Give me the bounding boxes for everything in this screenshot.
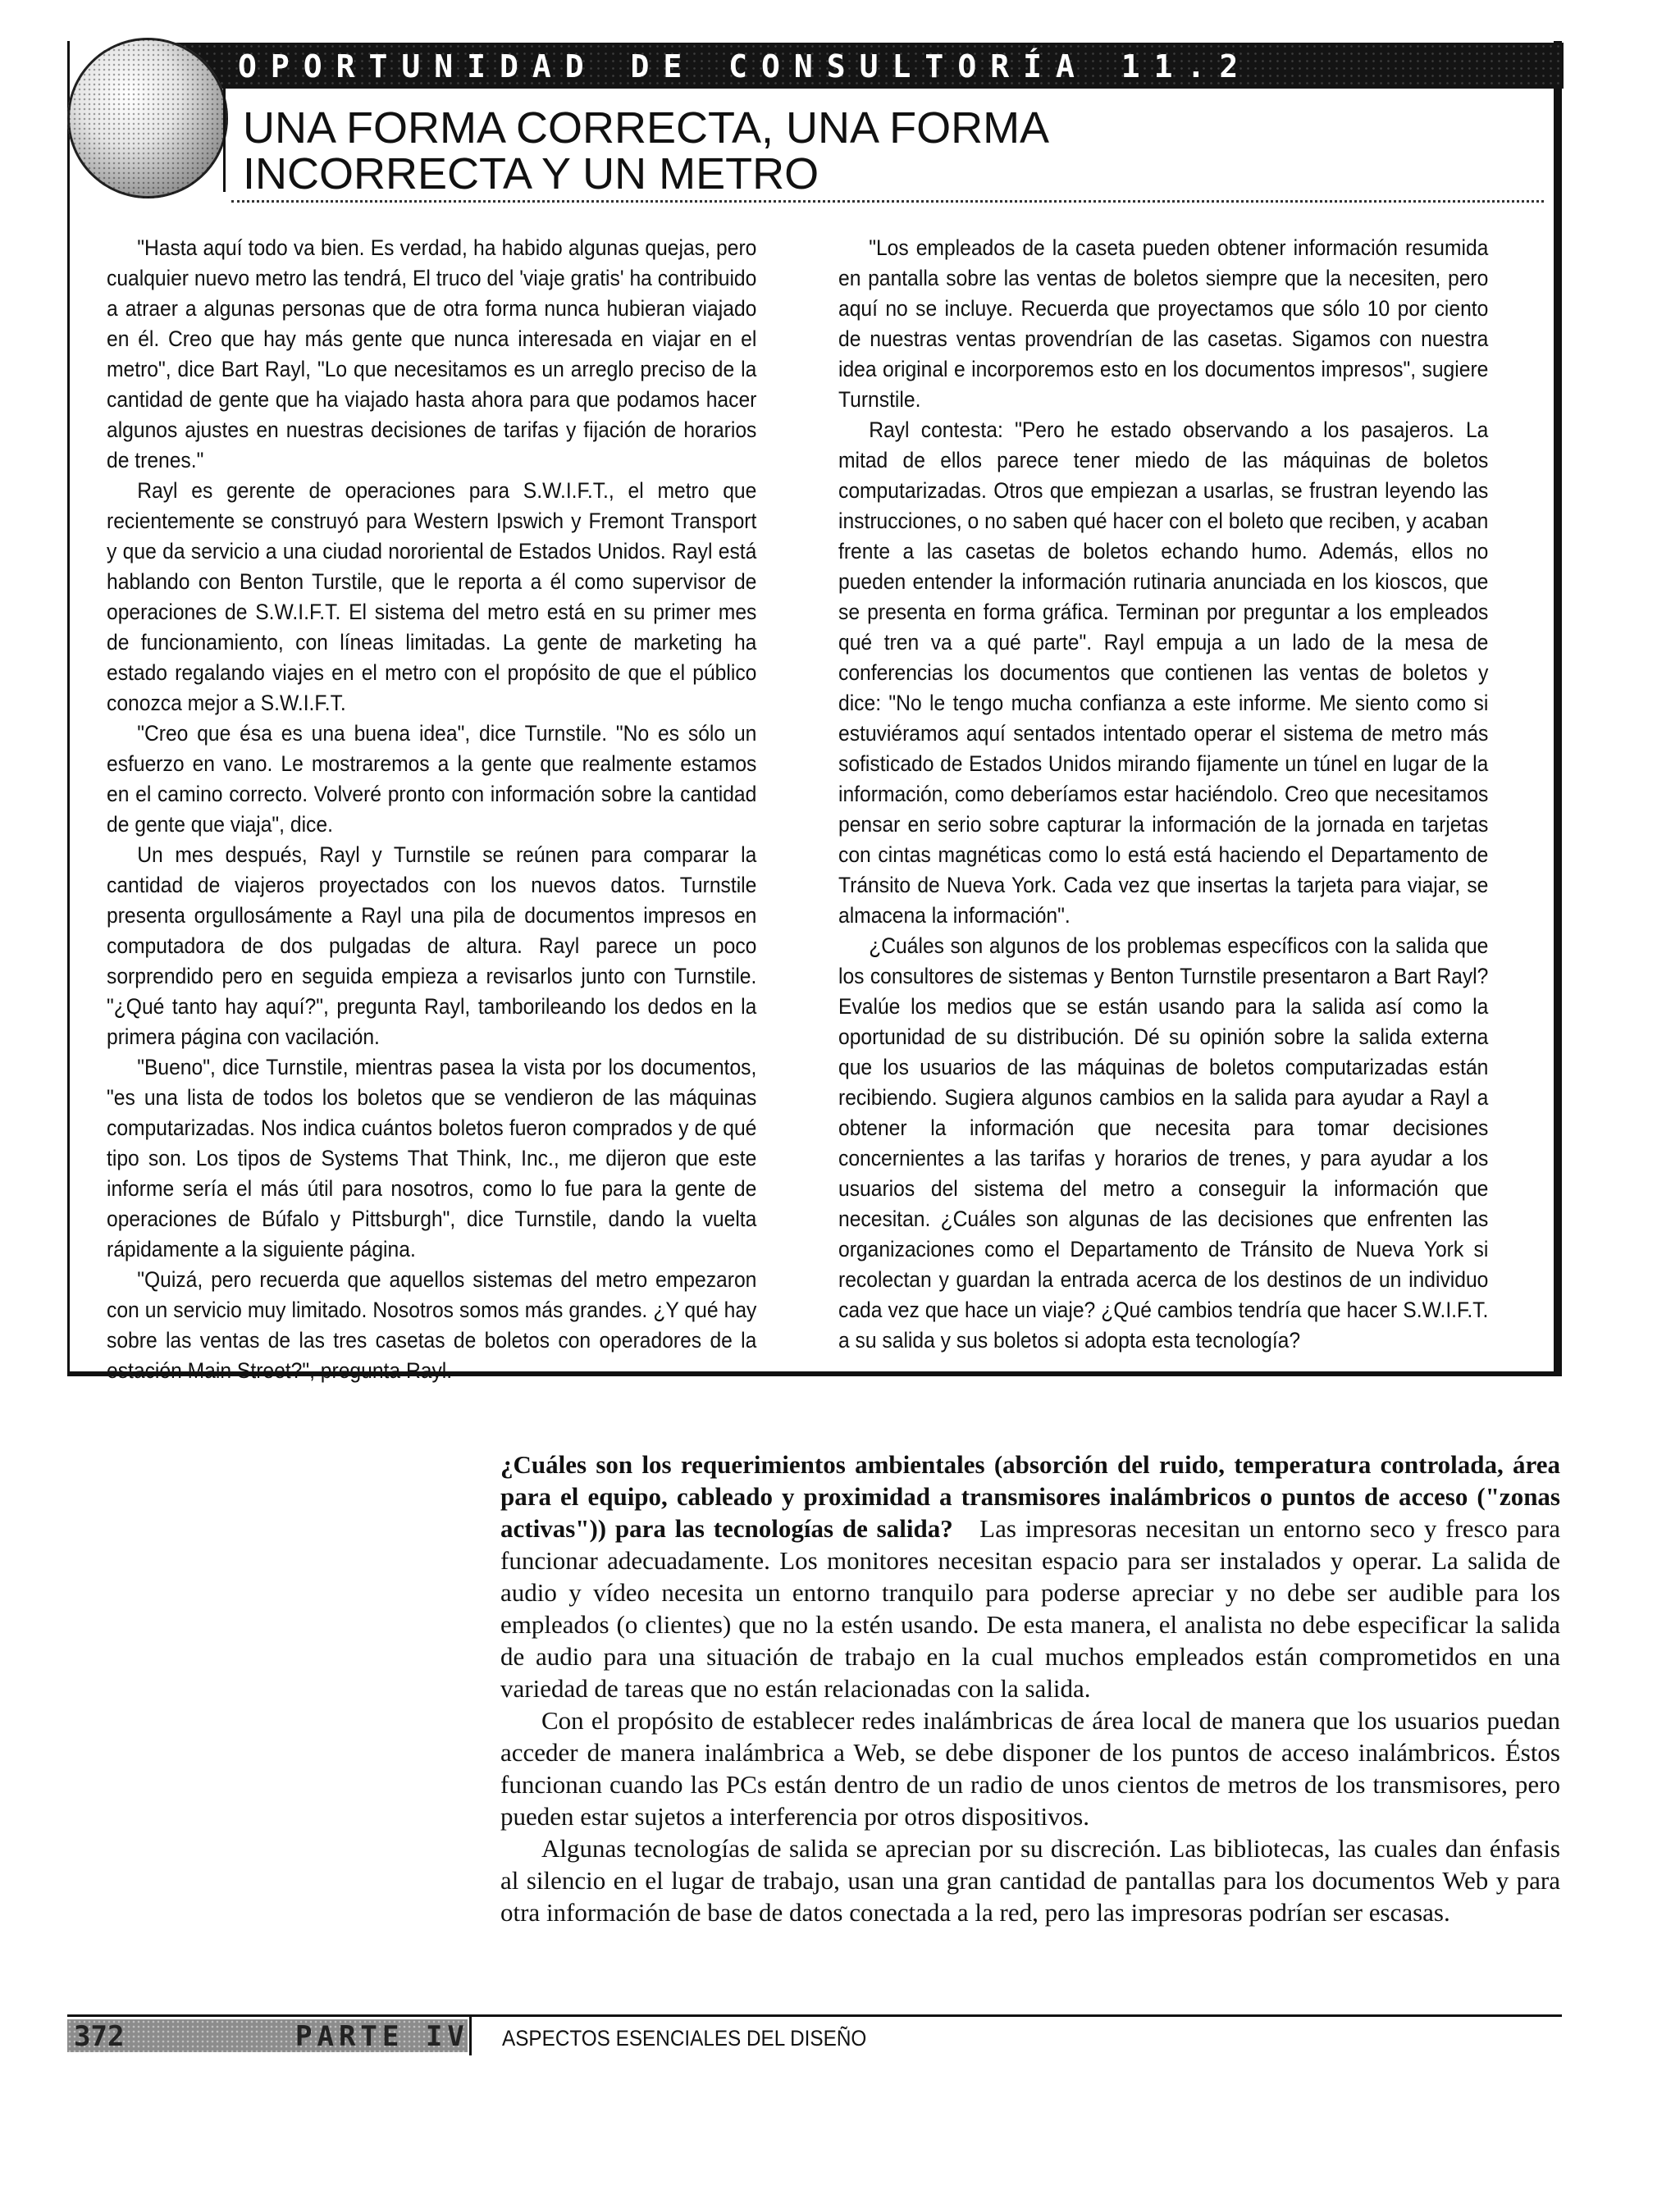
box-title	[243, 105, 1391, 197]
box-title-line1: UNA FORMA CORRECTA, UNA FORMA	[243, 103, 1050, 153]
box-paragraph: "Quizá, pero recuerda que aquellos sistemas del metro empezaron con un servicio muy limitado. Nosotros somos más grandes. ¿Y qué hay sobre las ventas de las tres casetas de boletos con operadores de la estación Main Street?", pregunta Rayl.	[107, 1267, 757, 1383]
box-paragraph: ¿Cuáles son algunos de los problemas específicos con la salida que los consultores de sistemas y Benton Turnstile presentaron a Bart Rayl? Evalúe los medios que se están usando para la salida así como la oportunidad de su distribución. Dé su opinión sobre la salida externa que los usuarios de las máquinas de boletos computarizadas están recibiendo. Sugiera algunos cambios en la salida para ayudar a Rayl a obtener la información que necesita para tomar decisiones concernientes a las tarifas y horarios de trenes, y para ayudar a los usuarios del sistema del metro a conseguir la información que necesitan. ¿Cuáles son algunas de las decisiones que enfrenten las organizaciones como el Departamento de Tránsito de Nueva York si recolectan y guardan la entrada acerca de los destinos de un individuo cada vez que hace un viaje? ¿Qué cambios tendría que hacer S.W.I.F.T. a su salida y sus boletos si adopta esta tecnología?	[838, 933, 1489, 1353]
page-number: 372	[74, 2020, 125, 2053]
box-title-line2: INCORRECTA Y UN METRO	[243, 149, 819, 198]
footer-separator	[469, 2014, 472, 2055]
part-label: PARTE IV	[295, 2020, 469, 2053]
box-paragraph: Rayl contesta: "Pero he estado observando a los pasajeros. La mitad de ellos parece tener miedo de las máquinas de boletos computarizadas. Otros que empiezan a usarlas, se frustran leyendo las instrucciones, o no saben qué hacer con el boleto que reciben, y acaban frente a las casetas de boletos echando humo. Además, ellos no pueden entender la información rutinaria anunciada en los kioscos, que se presenta en forma gráfica. Terminan por preguntar a los empleados qué tren va a qué parte". Rayl empuja a un lado de la mesa de conferencias los documentos que contienen las ventas de boletos y dice: "No le tengo mucha confianza a este informe. Me siento como si estuviéramos aquí sentados intentado operar el sistema de metro más sofisticado de Estados Unidos mirando fijamente un túnel en lugar de la información, como deberíamos estar haciéndolo. Creo que necesitamos pensar en serio sobre capturar la información de la jornada en tarjetas con cintas magnéticas como lo está está haciendo el Departamento de Tránsito de Nueva York. Cada vez que insertas la tarjeta para viajar, se almacena la información".	[838, 417, 1489, 928]
box-paragraph: "Hasta aquí todo va bien. Es verdad, ha habido algunas quejas, pero cualquier nuevo metro las tendrá, El truco del 'viaje gratis' ha contribuido a atraer a algunas personas que de otra forma nunca hubieran viajado en él. Creo que hay más gente que nunca interesada en viajar en el metro", dice Bart Rayl, "Lo que necesitamos es un arreglo preciso de la cantidad de gente que ha viajado hasta ahora para que podamos hacer algunos ajustes en nuestras decisiones de tarifas y fijación de horarios de trenes."	[107, 235, 757, 472]
footer-rule	[67, 2014, 1562, 2017]
box-paragraph: "Bueno", dice Turnstile, mientras pasea la vista por los documentos, "es una lista de todos los boletos que se vendieron de las máquinas computarizadas. Nos indica cuántos boletos fueron comprados y de qué tipo son. Los tipos de Systems That Think, Inc., me dijeron que este informe sería el más útil para nosotros, como lo fue para la gente de operaciones de Búfalo y Pittsburgh", dice Turnstile, dando la vuelta rápidamente a la siguiente página.	[107, 1055, 757, 1261]
box-paragraph: "Creo que ésa es una buena idea", dice Turnstile. "No es sólo un esfuerzo en vano. Le mostraremos a la gente que realmente estamos en el camino correcto. Volveré pronto con información sobre la cantidad de gente que viaja", dice.	[107, 721, 757, 837]
title-frame	[223, 89, 234, 192]
main-paragraph-1	[500, 1448, 1560, 1704]
main-paragraph-3: Algunas tecnologías de salida se aprecian por su discreción. Las bibliotecas, las cuales dan énfasis al silencio en el lugar de trabajo, usan una gran cantidad de pantallas para los documentos Web y para otra información de base de datos conectada a la red, pero las impresoras podrían ser escasas.	[500, 1834, 1560, 1927]
box-right-column	[838, 233, 1488, 1356]
question-answer: Las impresoras necesitan un entorno seco y fresco para funcionar adecuadamente. Los monitores necesitan espacio para ser instalados y operar. La salida de audio y vídeo necesita un entorno tranquilo para poderse apreciar y no debe ser audible para los empleados (o clientes) que no la estén usando. De esta manera, el analista no debe especificar la salida de audio para una situación de trabajo en la cual muchos empleados están comprometidos en una variedad de tareas que no están relacionadas con la salida.	[500, 1514, 1561, 1703]
box-paragraph: Un mes después, Rayl y Turnstile se reúnen para comparar la cantidad de viajeros proyectados con los nuevos datos. Turnstile presenta orgullosámente a Rayl una pila de documentos impresos en computadora de dos pulgadas de altura. Rayl parece un poco sorprendido pero en seguida empieza a revisarlos junto con Turnstile. "¿Qué tanto hay aquí?", pregunta Rayl, tamborileando los dedos en la primera página con vacilación.	[107, 842, 757, 1049]
box-left-column	[107, 233, 756, 1386]
title-divider	[231, 200, 1544, 203]
main-paragraph-2: Con el propósito de establecer redes inalámbricas de área local de manera que los usuarios puedan acceder de manera inalámbrica a Web, se debe disponer de los puntos de acceso inalámbricos. Éstos funcionan cuando las PCs están dentro de un radio de unos cientos de metros de los transmisores, pero pueden estar sujetos a interferencia por otros dispositivos.	[500, 1706, 1560, 1831]
question-heading: ¿Cuáles son los requerimientos ambientales (absorción del ruido, temperatura controlada, área para el equipo, cableado y proximidad a transmisores inalámbricos o puntos de acceso ("zonas activas")) para las tecnologías de salida?	[500, 1450, 1560, 1543]
box-paragraph: "Los empleados de la caseta pueden obtener información resumida en pantalla sobre las ventas de boletos siempre que la necesiten, pero aquí no se incluye. Recuerda que proyectamos que sólo 10 por ciento de nuestras ventas provendrían de las casetas. Sigamos con nuestra idea original e incorporemos esto en los documentos impresos", sugiere Turnstile.	[838, 235, 1489, 412]
box-paragraph: Rayl es gerente de operaciones para S.W.I.F.T., el metro que recientemente se construyó para Western Ipswich y Fremont Transport y que da servicio a una ciudad nororiental de Estados Unidos. Rayl está hablando con Benton Turstile, que le reporta a él como supervisor de operaciones de S.W.I.F.T. El sistema del metro está en su primer mes de funcionamiento, con líneas limitadas. La gente de marketing ha estado regalando viajes en el metro con el propósito de que el público conozca mejor a S.W.I.F.T.	[107, 478, 757, 715]
banner-title: OPORTUNIDAD DE CONSULTORÍA 11.2	[238, 48, 1253, 84]
section-label: ASPECTOS ESENCIALES DEL DISEÑO	[502, 2026, 867, 2051]
main-text	[500, 1448, 1560, 1928]
globe-icon	[67, 38, 228, 198]
